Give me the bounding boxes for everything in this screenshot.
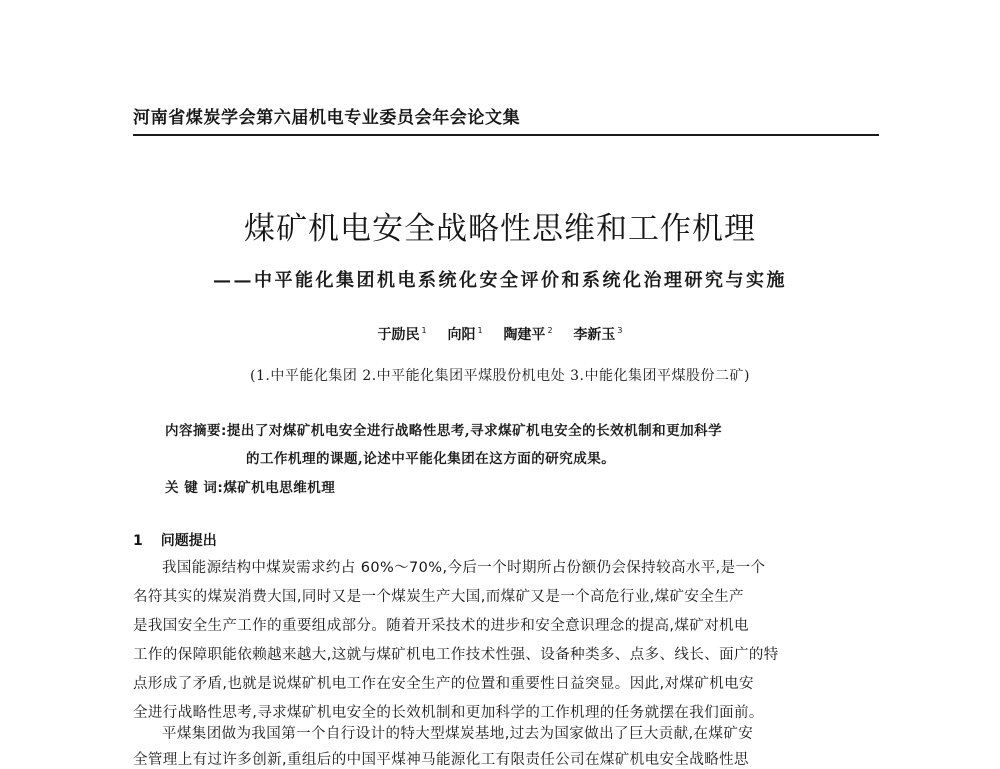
body-text-line: 点形成了矛盾,也就是说煤矿机电工作在安全生产的位置和重要性日益突显。因此,对煤矿机电安 bbox=[133, 676, 754, 692]
section-title: 问题提出 bbox=[160, 533, 217, 549]
abstract-text-line-1: 提出了对煤矿机电安全进行战略性思考,寻求煤矿机电安全的长效机制和更加科学 bbox=[226, 423, 723, 439]
section-number: 1 bbox=[133, 533, 143, 549]
author-name: 向阳 bbox=[447, 327, 476, 343]
keywords-text: 煤矿机电思维机理 bbox=[223, 480, 336, 496]
body-text-line: 我国能源结构中煤炭需求约占 60%～70%,今后一个时期所占份额仍会保持较高水平,是一个 bbox=[162, 560, 766, 576]
affiliation-mark: 2 bbox=[547, 326, 553, 336]
author bbox=[503, 327, 552, 343]
keywords-label: 关 键 词: bbox=[165, 480, 224, 496]
header-rule bbox=[133, 134, 879, 136]
author-name: 陶建平 bbox=[503, 327, 546, 343]
paper-title: 煤矿机电安全战略性思维和工作机理 bbox=[244, 211, 756, 247]
body-text-line: 全进行战略性思考,寻求煤矿机电安全的长效机制和更加科学的工作机理的任务就摆在我们面前。 bbox=[133, 705, 764, 721]
affiliation-mark: 1 bbox=[421, 326, 427, 336]
paper-subtitle: ——中平能化集团机电系统化安全评价和系统化治理研究与实施 bbox=[213, 270, 787, 291]
keywords bbox=[165, 476, 335, 496]
body-text-line: 工作的保障职能依赖越来越大,这就与煤矿机电工作技术性强、设备种类多、点多、线长、面广的特 bbox=[133, 647, 779, 663]
body-text-line: 是我国安全生产工作的重要组成部分。随着开采技术的进步和安全意识理念的提高,煤矿对机电 bbox=[133, 618, 749, 634]
abstract-label: 内容摘要: bbox=[165, 423, 227, 439]
affiliation-mark: 3 bbox=[617, 326, 623, 336]
abstract-text-line-2: 的工作机理的课题,论述中平能化集团在这方面的研究成果。 bbox=[246, 451, 616, 467]
abstract bbox=[165, 419, 722, 439]
section-heading bbox=[133, 530, 217, 550]
body-text-line: 全管理上有过许多创新,重组后的中国平煤神马能源化工有限责任公司在煤矿机电安全战略性思 bbox=[133, 752, 749, 768]
body-text-line: 名符其实的煤炭消费大国,同时又是一个煤炭生产大国,而煤矿又是一个高危行业,煤矿安全生产 bbox=[133, 589, 745, 605]
body-text-line: 平煤集团做为我国第一个自行设计的特大型煤炭基地,过去为国家做出了巨大贡献,在煤矿安 bbox=[162, 726, 754, 742]
author-name: 于励民 bbox=[377, 327, 420, 343]
affiliations: (1.中平能化集团 2.中平能化集团平煤股份机电处 3.中能化集团平煤股份二矿) bbox=[250, 368, 750, 384]
author-list bbox=[0, 324, 1000, 344]
author bbox=[378, 327, 427, 343]
affiliation-mark: 1 bbox=[477, 326, 483, 336]
running-header-title: 河南省煤炭学会第六届机电专业委员会年会论文集 bbox=[133, 108, 521, 128]
author bbox=[573, 327, 622, 343]
author bbox=[447, 327, 482, 343]
author-name: 李新玉 bbox=[573, 327, 616, 343]
